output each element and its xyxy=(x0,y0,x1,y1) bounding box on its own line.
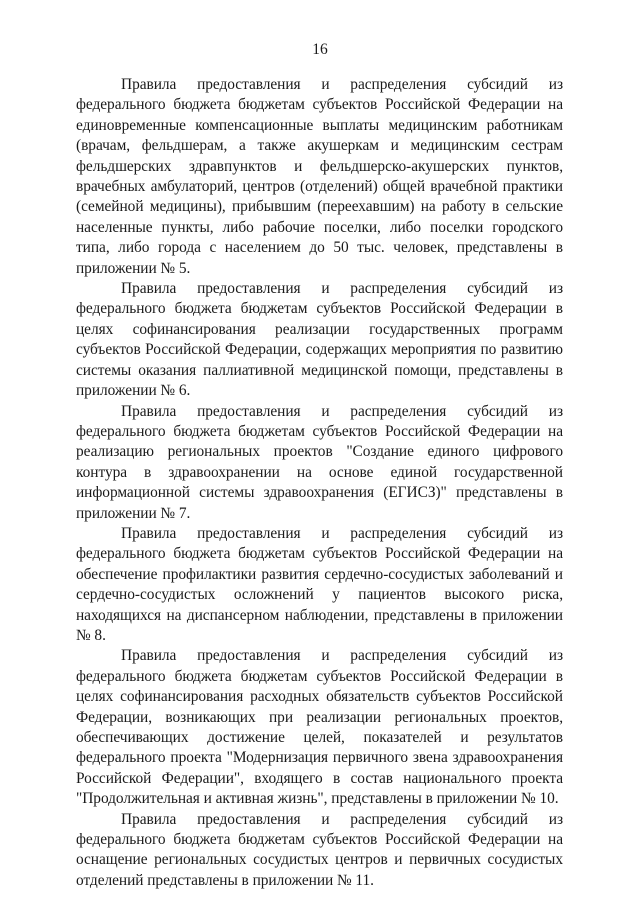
paragraph-appendix-10: Правила предоставления и распределения субсидий из федерального бюджета бюджетам субъектов Российской Федерации в целях софинансирования расходных обязательств субъектов Российской Федерации, возникающих при реализации региональных проектов, обеспечивающих достижение целей, показателей и результатов федерального проекта "Модернизация первичного звена здравоохранения Российской Федерации", входящего в состав национального проекта "Продолжительная и активная жизнь", представлены в приложении № 10. xyxy=(76,647,563,808)
paragraph-appendix-6: Правила предоставления и распределения субсидий из федерального бюджета бюджетам субъектов Российской Федерации в целях софинансирования реализации государственных программ субъектов Российской Федерации, содержащих мероприятия по развитию системы оказания паллиативной медицинской помощи, представлены в приложении № 6. xyxy=(76,280,563,400)
paragraph-appendix-8: Правила предоставления и распределения субсидий из федерального бюджета бюджетам субъектов Российской Федерации на обеспечение профилактики развития сердечно-сосудистых заболеваний и сердечно-сосудистых осложнений у пациентов высокого риска, находящихся на диспансерном наблюдении, представлены в приложении № 8. xyxy=(76,524,563,644)
page-number: 16 xyxy=(312,41,328,58)
paragraph-appendix-7: Правила предоставления и распределения субсидий из федерального бюджета бюджетам субъектов Российской Федерации на реализацию региональных проектов "Создание единого цифрового контура в здравоохранении на основе единой государственной информационной системы здравоохранения (ЕГИСЗ)" представлены в приложении № 7. xyxy=(76,402,563,522)
document-body xyxy=(76,75,563,891)
paragraph-appendix-11: Правила предоставления и распределения субсидий из федерального бюджета бюджетам субъектов Российской Федерации на оснащение региональных сосудистых центров и первичных сосудистых отделений представлены в приложении № 11. xyxy=(76,810,563,889)
paragraph-appendix-5: Правила предоставления и распределения субсидий из федерального бюджета бюджетам субъектов Российской Федерации на единовременные компенсационные выплаты медицинским работникам (врачам, фельдшерам, а также акушеркам и медицинским сестрам фельдшерских здравпунктов и фельдшерско-акушерских пунктов, врачебных амбулаторий, центров (отделений) общей врачебной практики (семейной медицины), прибывшим (переехавшим) на работу в сельские населенные пункты, либо рабочие поселки, либо поселки городского типа, либо города с населением до 50 тыс. человек, представлены в приложении № 5. xyxy=(76,76,563,277)
